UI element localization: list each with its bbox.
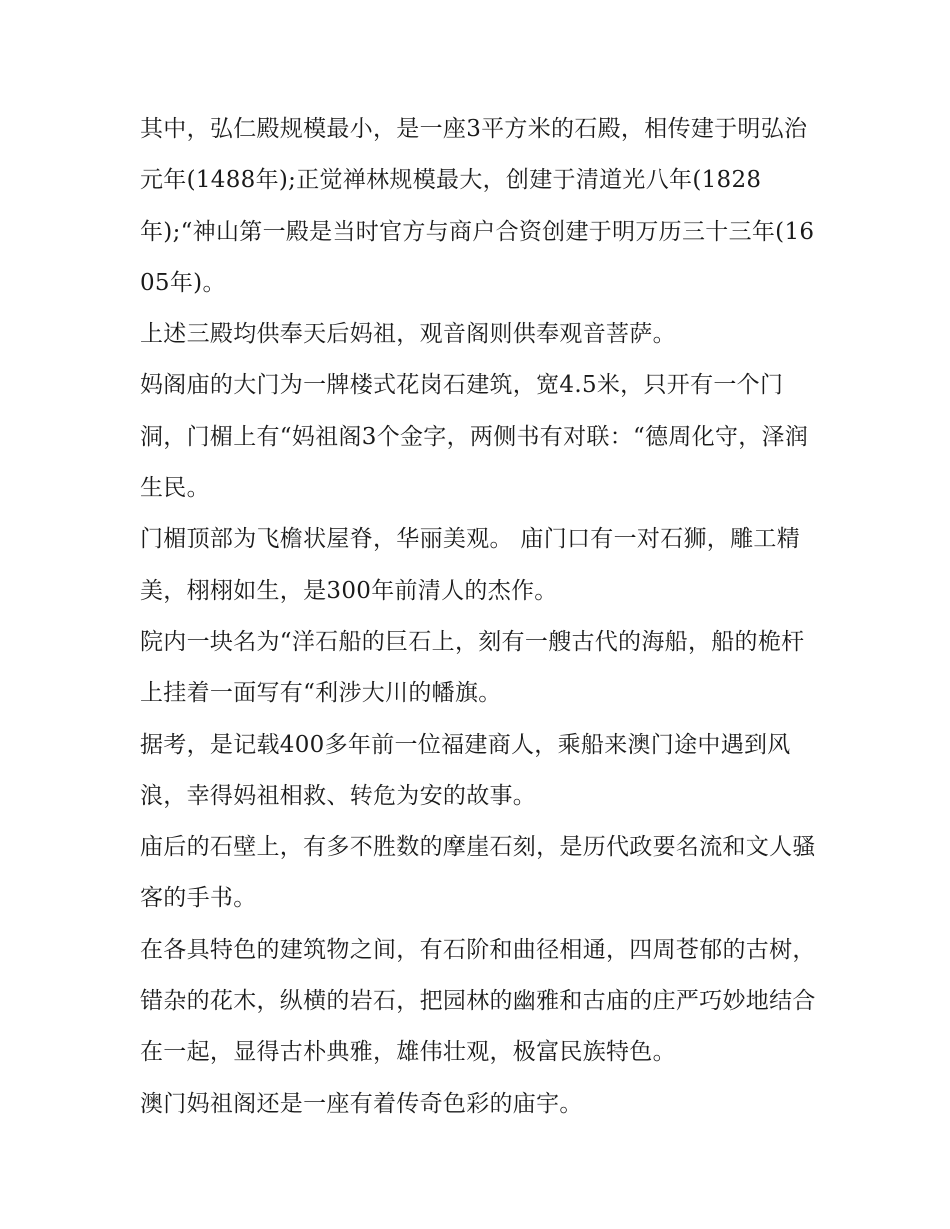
paragraph: 在各具特色的建筑物之间，有石阶和曲径相通，四周苍郁的古树，错杂的花木，纵横的岩石，把园林的幽雅和古庙的庄严巧妙地结合在一起，显得古朴典雅，雄伟壮观，极富民族特色。 — [140, 936, 816, 1066]
paragraph: 据考，是记载400多年前一位福建商人，乘船来澳门途中遇到风浪，幸得妈祖相救、转危为安的故事。 — [140, 731, 791, 809]
paragraph: 其中，弘仁殿规模最小，是一座3平方米的石殿，相传建于明弘治元年(1488年);正觉禅林规模最大，创建于清道光八年(1828年);“神山第一殿是当时官方与商户合资创建于明万历三十三年(1605年)。 — [140, 116, 815, 296]
paragraph: 上述三殿均供奉天后妈祖，观音阁则供奉观音菩萨。 — [140, 321, 676, 348]
paragraph: 庙后的石壁上，有多不胜数的摩崖石刻，是历代政要名流和文人骚客的手书。 — [140, 834, 816, 912]
paragraph: 澳门妈祖阁还是一座有着传奇色彩的庙宇。 — [140, 1090, 583, 1117]
paragraph: 院内一块名为“洋石船的巨石上，刻有一艘古代的海船，船的桅杆上挂着一面写有“利涉大川的幡旗。 — [140, 628, 805, 707]
document-body — [140, 104, 820, 1130]
paragraph: 门楣顶部为飞檐状屋脊，华丽美观。 庙门口有一对石狮，雕工精美，栩栩如生，是300年前清人的杰作。 — [140, 526, 801, 604]
paragraph: 妈阁庙的大门为一牌楼式花岗石建筑，宽4.5米，只开有一个门洞，门楣上有“妈祖阁3个金字，两侧书有对联：“德周化守，泽润生民。 — [140, 372, 809, 502]
